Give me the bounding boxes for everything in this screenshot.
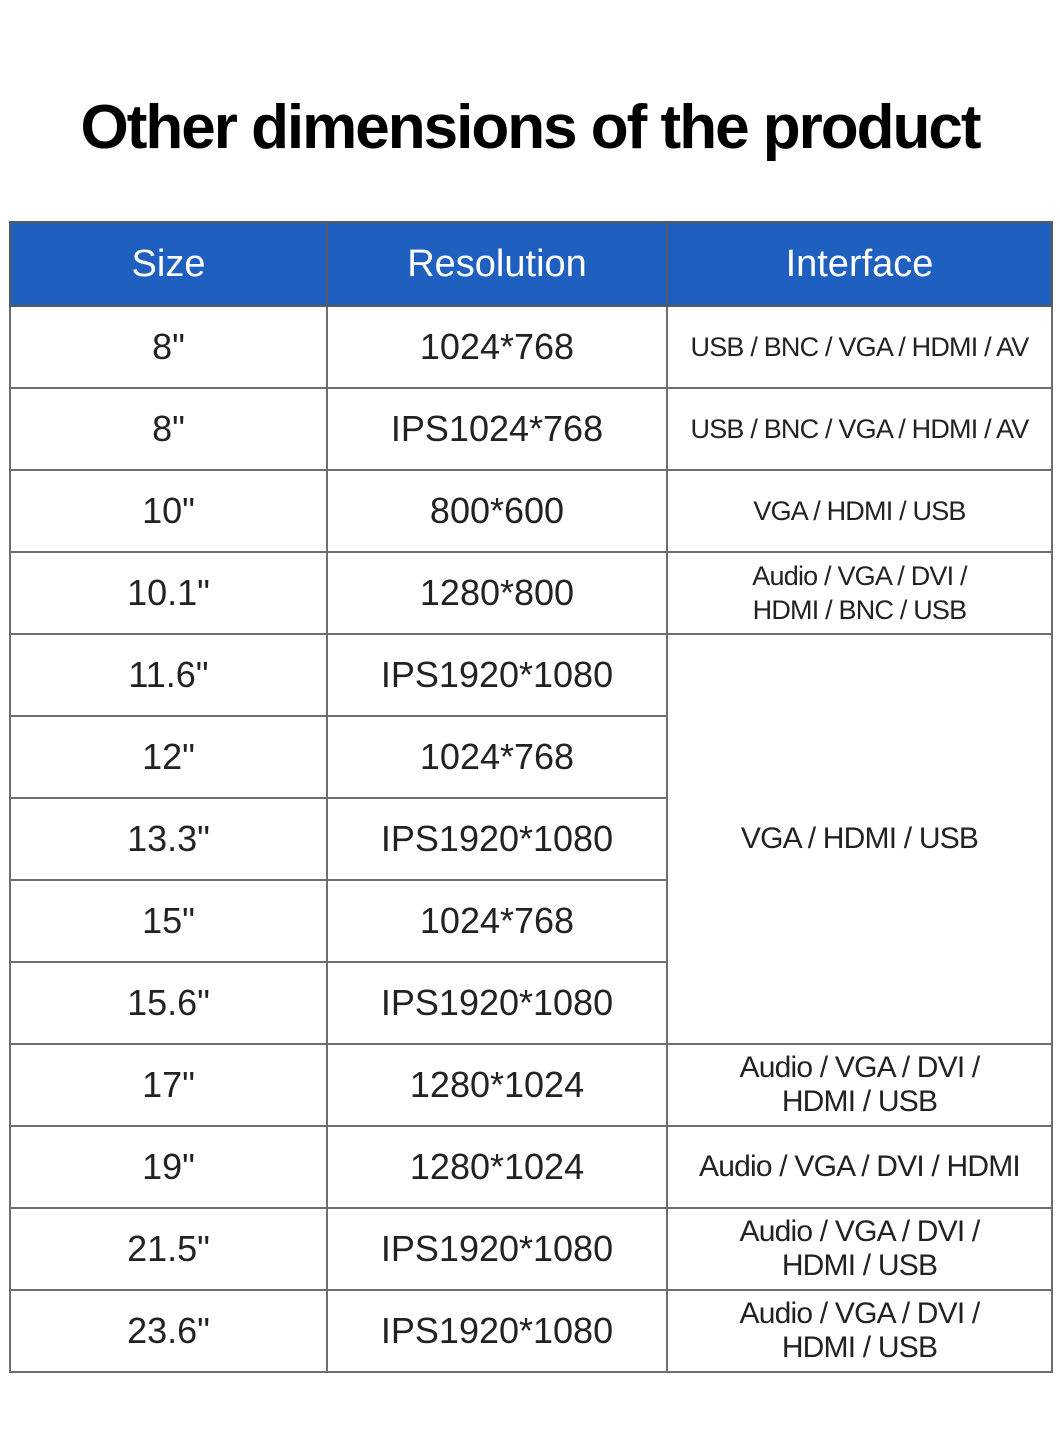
table-row [10, 634, 1052, 716]
interface-cell: VGA / HDMI / USB [667, 470, 1052, 552]
table-row [10, 470, 1052, 552]
interface-merged-cell: VGA / HDMI / USB [667, 634, 1052, 1044]
size-cell: 21.5" [10, 1208, 327, 1290]
table-row [10, 1208, 1052, 1290]
interface-line: Audio / VGA / DVI / [739, 1215, 980, 1248]
size-cell: 11.6" [10, 634, 327, 716]
size-cell: 15" [10, 880, 327, 962]
size-cell: 15.6" [10, 962, 327, 1044]
table-row [10, 306, 1052, 388]
header-size: Size [10, 222, 327, 306]
size-cell: 12" [10, 716, 327, 798]
table-header-row [10, 222, 1052, 306]
resolution-cell: 1280*1024 [327, 1126, 667, 1208]
size-cell: 10.1" [10, 552, 327, 634]
size-cell: 10" [10, 470, 327, 552]
interface-cell: Audio / VGA / DVI / HDMI [667, 1126, 1052, 1208]
resolution-cell: 1280*1024 [327, 1044, 667, 1126]
size-cell: 17" [10, 1044, 327, 1126]
resolution-cell: 800*600 [327, 470, 667, 552]
resolution-cell: 1024*768 [327, 306, 667, 388]
resolution-cell: IPS1920*1080 [327, 962, 667, 1044]
interface-cell: USB / BNC / VGA / HDMI / AV [667, 388, 1052, 470]
interface-line: Audio / VGA / DVI / [752, 561, 967, 591]
interface-cell [667, 1044, 1052, 1126]
interface-cell [667, 1208, 1052, 1290]
table-row [10, 1126, 1052, 1208]
interface-line: HDMI / USB [781, 1085, 938, 1118]
table-row [10, 388, 1052, 470]
interface-cell: USB / BNC / VGA / HDMI / AV [667, 306, 1052, 388]
size-cell: 19" [10, 1126, 327, 1208]
interface-cell [667, 1290, 1052, 1372]
interface-cell [667, 552, 1052, 634]
page-title: Other dimensions of the product [80, 93, 980, 162]
size-cell: 8" [10, 306, 327, 388]
size-cell: 8" [10, 388, 327, 470]
interface-line: HDMI / USB [781, 1331, 938, 1364]
resolution-cell: IPS1024*768 [327, 388, 667, 470]
resolution-cell: IPS1920*1080 [327, 1290, 667, 1372]
header-interface: Interface [667, 222, 1052, 306]
resolution-cell: IPS1920*1080 [327, 634, 667, 716]
size-cell: 13.3" [10, 798, 327, 880]
dimensions-table [9, 221, 1053, 1373]
table-row [10, 552, 1052, 634]
resolution-cell: 1280*800 [327, 552, 667, 634]
table-row [10, 1290, 1052, 1372]
interface-line: Audio / VGA / DVI / [739, 1297, 980, 1330]
resolution-cell: 1024*768 [327, 880, 667, 962]
interface-line: HDMI / BNC / USB [752, 595, 967, 625]
resolution-cell: IPS1920*1080 [327, 1208, 667, 1290]
interface-line: HDMI / USB [781, 1249, 938, 1282]
interface-line: Audio / VGA / DVI / [739, 1051, 980, 1084]
table-row [10, 1044, 1052, 1126]
resolution-cell: IPS1920*1080 [327, 798, 667, 880]
size-cell: 23.6" [10, 1290, 327, 1372]
resolution-cell: 1024*768 [327, 716, 667, 798]
header-resolution: Resolution [327, 222, 667, 306]
